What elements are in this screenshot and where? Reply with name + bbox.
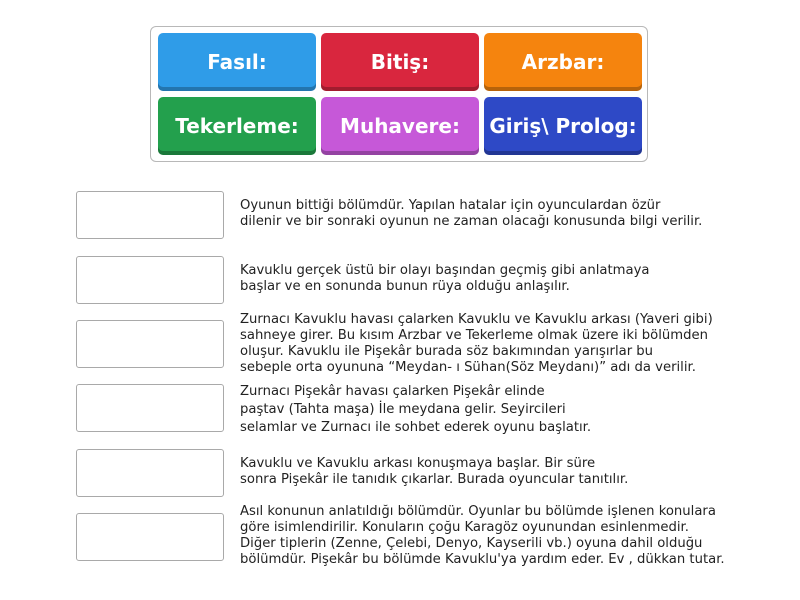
description-2: Kavuklu gerçek üstü bir olayı başından geçmiş gibi anlatmaya başlar ve en sonunda bunun rüya olduğu anlaşılır.	[240, 263, 650, 294]
drop-slot-5[interactable]	[76, 449, 224, 497]
description-4: Zurnacı Pişekâr havası çalarken Pişekâr elinde paştav (Tahta maşa) İle meydana gelir. Seyircileri selamlar ve Zurnacı ile sohbet ederek oyunu başlatır.	[240, 384, 592, 435]
description-5: Kavuklu ve Kavuklu arkası konuşmaya başlar. Bir süre sonra Pişekâr ile tanıdık çıkarlar. Burada oyuncular tanıtılır.	[240, 456, 629, 487]
drop-slot-1[interactable]	[76, 191, 224, 239]
drop-slot-6[interactable]	[76, 513, 224, 561]
drop-slot-3[interactable]	[76, 320, 224, 368]
tile-bitis[interactable]: Bitiş:	[321, 33, 479, 91]
tile-muhavere[interactable]: Muhavere:	[321, 97, 479, 155]
tile-giris-prolog[interactable]: Giriş\ Prolog:	[484, 97, 642, 155]
tile-fasil[interactable]: Fasıl:	[158, 33, 316, 91]
tile-tekerleme[interactable]: Tekerleme:	[158, 97, 316, 155]
description-6: Asıl konunun anlatıldığı bölümdür. Oyunlar bu bölümde işlenen konulara göre isimlendirilir. Konuların çoğu Karagöz oyunundan esinlenmedir. Diğer tiplerin (Zenne, Çelebi, Denyo, Kayserili vb.) oyuna dahil olduğu bölümdür. Pişekâr bu bölümde Kavuklu'ya yardım eder. Ev , dükkan tutar.	[240, 504, 725, 567]
drop-slot-4[interactable]	[76, 384, 224, 432]
description-3: Zurnacı Kavuklu havası çalarken Kavuklu ve Kavuklu arkası (Yaveri gibi) sahneye girer. Bu kısım Arzbar ve Tekerleme olmak üzere iki bölümden oluşur. Kavuklu ile Pişekâr burada söz bakımından yarışırlar bu sebeple orta oyununa “Meydan- ı Sühan(Söz Meydanı)” adı da verilir.	[240, 312, 713, 375]
description-1: Oyunun bittiği bölümdür. Yapılan hatalar için oyunculardan özür dilenir ve bir sonraki oyunun ne zaman olacağı konusunda bilgi verilir.	[240, 198, 703, 229]
tile-arzbar[interactable]: Arzbar:	[484, 33, 642, 91]
tile-tray	[150, 26, 648, 162]
drop-slot-2[interactable]	[76, 256, 224, 304]
